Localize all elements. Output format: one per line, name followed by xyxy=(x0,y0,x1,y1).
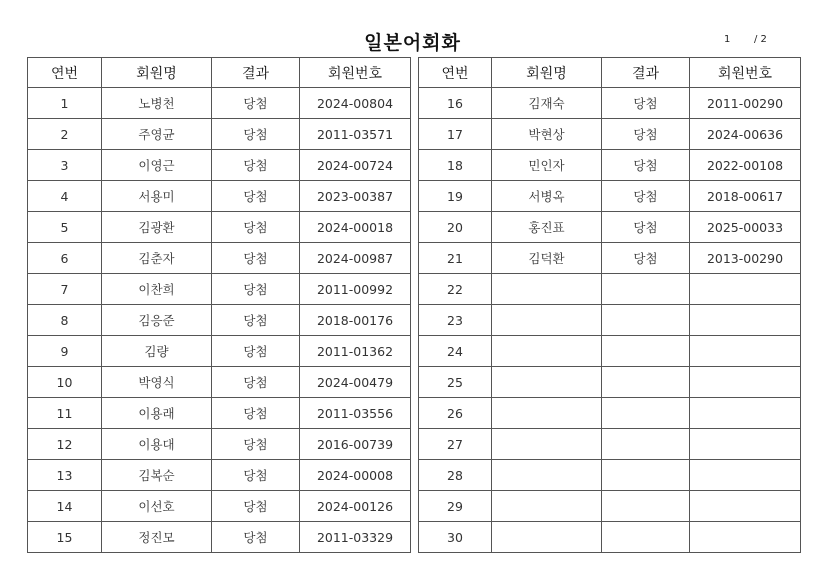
cell-member-id: 2011-00290 xyxy=(690,88,801,119)
cell-member-name: 이용대 xyxy=(102,429,212,460)
table-row xyxy=(419,181,801,212)
cell-number: 9 xyxy=(28,336,102,367)
cell-member-id: 2011-01362 xyxy=(300,336,411,367)
cell-result xyxy=(602,336,690,367)
cell-result: 당첨 xyxy=(212,522,300,553)
cell-member-name: 김응준 xyxy=(102,305,212,336)
table-row xyxy=(28,88,411,119)
cell-member-id: 2024-00804 xyxy=(300,88,411,119)
document-title: 일본어회화 xyxy=(364,32,461,54)
table-row xyxy=(419,212,801,243)
cell-member-name: 김춘자 xyxy=(102,243,212,274)
cell-member-name xyxy=(492,460,602,491)
cell-member-id xyxy=(690,429,801,460)
cell-member-name: 정진모 xyxy=(102,522,212,553)
cell-member-name: 이찬희 xyxy=(102,274,212,305)
page-current: 1 xyxy=(724,34,731,45)
table-row xyxy=(419,88,801,119)
cell-member-id: 2022-00108 xyxy=(690,150,801,181)
cell-number: 4 xyxy=(28,181,102,212)
cell-member-id xyxy=(690,460,801,491)
cell-number: 5 xyxy=(28,212,102,243)
header-result: 결과 xyxy=(602,58,690,88)
cell-member-id: 2016-00739 xyxy=(300,429,411,460)
cell-number: 16 xyxy=(419,88,492,119)
table-row xyxy=(419,243,801,274)
cell-member-id: 2011-00992 xyxy=(300,274,411,305)
table-row xyxy=(419,522,801,553)
cell-number: 24 xyxy=(419,336,492,367)
table-row xyxy=(28,181,411,212)
cell-result: 당첨 xyxy=(602,243,690,274)
cell-member-id: 2023-00387 xyxy=(300,181,411,212)
cell-number: 10 xyxy=(28,367,102,398)
cell-number: 27 xyxy=(419,429,492,460)
cell-member-id xyxy=(690,336,801,367)
cell-result xyxy=(602,367,690,398)
cell-member-name: 노병천 xyxy=(102,88,212,119)
table-row xyxy=(28,398,411,429)
cell-result xyxy=(602,274,690,305)
table-row xyxy=(419,398,801,429)
cell-member-name xyxy=(492,491,602,522)
cell-number: 14 xyxy=(28,491,102,522)
cell-number: 19 xyxy=(419,181,492,212)
cell-member-id xyxy=(690,274,801,305)
cell-member-name: 이선호 xyxy=(102,491,212,522)
cell-member-name: 이용래 xyxy=(102,398,212,429)
cell-member-id: 2024-00008 xyxy=(300,460,411,491)
cell-member-id xyxy=(690,367,801,398)
cell-member-id: 2011-03329 xyxy=(300,522,411,553)
cell-member-name xyxy=(492,398,602,429)
cell-result: 당첨 xyxy=(212,336,300,367)
cell-member-name: 서병옥 xyxy=(492,181,602,212)
table-row xyxy=(28,460,411,491)
cell-member-id: 2018-00617 xyxy=(690,181,801,212)
cell-number: 7 xyxy=(28,274,102,305)
cell-number: 21 xyxy=(419,243,492,274)
table-row xyxy=(419,274,801,305)
cell-result: 당첨 xyxy=(212,181,300,212)
cell-result xyxy=(602,460,690,491)
cell-number: 8 xyxy=(28,305,102,336)
cell-number: 22 xyxy=(419,274,492,305)
cell-result xyxy=(602,305,690,336)
table-row xyxy=(419,460,801,491)
table-row xyxy=(28,491,411,522)
cell-result xyxy=(602,491,690,522)
cell-number: 1 xyxy=(28,88,102,119)
cell-result: 당첨 xyxy=(602,150,690,181)
cell-member-name xyxy=(492,274,602,305)
cell-result xyxy=(602,429,690,460)
table-row xyxy=(28,274,411,305)
cell-number: 11 xyxy=(28,398,102,429)
table-row xyxy=(419,429,801,460)
header-member-name: 회원명 xyxy=(492,58,602,88)
header-member-name: 회원명 xyxy=(102,58,212,88)
cell-member-name: 주영균 xyxy=(102,119,212,150)
cell-result: 당첨 xyxy=(212,305,300,336)
cell-number: 6 xyxy=(28,243,102,274)
cell-number: 12 xyxy=(28,429,102,460)
cell-member-id: 2011-03556 xyxy=(300,398,411,429)
table-row xyxy=(419,119,801,150)
cell-member-id: 2024-00018 xyxy=(300,212,411,243)
cell-member-name xyxy=(492,305,602,336)
cell-member-name xyxy=(492,367,602,398)
cell-result: 당첨 xyxy=(212,367,300,398)
cell-member-id xyxy=(690,522,801,553)
header-number: 연번 xyxy=(28,58,102,88)
cell-member-name: 서용미 xyxy=(102,181,212,212)
cell-result: 당첨 xyxy=(602,88,690,119)
table-row xyxy=(28,429,411,460)
cell-member-name xyxy=(492,336,602,367)
header-member-id: 회원번호 xyxy=(300,58,411,88)
table-row xyxy=(419,305,801,336)
cell-number: 18 xyxy=(419,150,492,181)
table-row xyxy=(28,367,411,398)
table-row xyxy=(419,367,801,398)
cell-number: 13 xyxy=(28,460,102,491)
table-body-left xyxy=(28,88,411,553)
cell-number: 15 xyxy=(28,522,102,553)
cell-number: 28 xyxy=(419,460,492,491)
cell-number: 3 xyxy=(28,150,102,181)
cell-member-name: 김량 xyxy=(102,336,212,367)
cell-member-id: 2018-00176 xyxy=(300,305,411,336)
cell-member-name: 홍진표 xyxy=(492,212,602,243)
cell-result: 당첨 xyxy=(212,491,300,522)
cell-number: 25 xyxy=(419,367,492,398)
header-member-id: 회원번호 xyxy=(690,58,801,88)
cell-member-name xyxy=(492,522,602,553)
table-row xyxy=(419,150,801,181)
cell-number: 30 xyxy=(419,522,492,553)
cell-result: 당첨 xyxy=(212,398,300,429)
cell-number: 29 xyxy=(419,491,492,522)
cell-member-name xyxy=(492,429,602,460)
table-row xyxy=(28,305,411,336)
cell-member-id: 2024-00636 xyxy=(690,119,801,150)
cell-member-id xyxy=(690,491,801,522)
cell-member-name: 김덕환 xyxy=(492,243,602,274)
cell-number: 20 xyxy=(419,212,492,243)
header-number: 연번 xyxy=(419,58,492,88)
cell-result: 당첨 xyxy=(212,150,300,181)
table-row xyxy=(28,119,411,150)
cell-member-name: 김재숙 xyxy=(492,88,602,119)
table-row xyxy=(419,336,801,367)
header-row xyxy=(419,58,801,88)
cell-number: 23 xyxy=(419,305,492,336)
cell-member-id: 2011-03571 xyxy=(300,119,411,150)
cell-member-name: 김광환 xyxy=(102,212,212,243)
cell-result: 당첨 xyxy=(212,460,300,491)
cell-result: 당첨 xyxy=(212,243,300,274)
cell-number: 2 xyxy=(28,119,102,150)
cell-member-id xyxy=(690,398,801,429)
cell-result: 당첨 xyxy=(602,212,690,243)
cell-member-name: 박현상 xyxy=(492,119,602,150)
cell-result: 당첨 xyxy=(602,119,690,150)
cell-member-name: 이영근 xyxy=(102,150,212,181)
header-row xyxy=(28,58,411,88)
roster-table-left xyxy=(27,57,411,553)
header-result: 결과 xyxy=(212,58,300,88)
cell-result: 당첨 xyxy=(602,181,690,212)
cell-member-id: 2024-00479 xyxy=(300,367,411,398)
cell-member-id xyxy=(690,305,801,336)
table-body-right xyxy=(419,88,801,553)
cell-member-name: 박영식 xyxy=(102,367,212,398)
cell-number: 26 xyxy=(419,398,492,429)
cell-result xyxy=(602,522,690,553)
page-total: / 2 xyxy=(754,34,767,45)
cell-member-id: 2013-00290 xyxy=(690,243,801,274)
cell-result: 당첨 xyxy=(212,429,300,460)
cell-member-name: 김복순 xyxy=(102,460,212,491)
cell-member-id: 2025-00033 xyxy=(690,212,801,243)
cell-member-id: 2024-00724 xyxy=(300,150,411,181)
roster-table-right xyxy=(418,57,801,553)
page-number xyxy=(724,34,767,45)
cell-result: 당첨 xyxy=(212,119,300,150)
cell-member-id: 2024-00126 xyxy=(300,491,411,522)
table-row xyxy=(28,212,411,243)
cell-number: 17 xyxy=(419,119,492,150)
cell-result: 당첨 xyxy=(212,88,300,119)
table-row xyxy=(419,491,801,522)
cell-result xyxy=(602,398,690,429)
cell-member-name: 민인자 xyxy=(492,150,602,181)
table-row xyxy=(28,336,411,367)
cell-result: 당첨 xyxy=(212,212,300,243)
table-row xyxy=(28,522,411,553)
table-row xyxy=(28,243,411,274)
table-row xyxy=(28,150,411,181)
cell-result: 당첨 xyxy=(212,274,300,305)
cell-member-id: 2024-00987 xyxy=(300,243,411,274)
